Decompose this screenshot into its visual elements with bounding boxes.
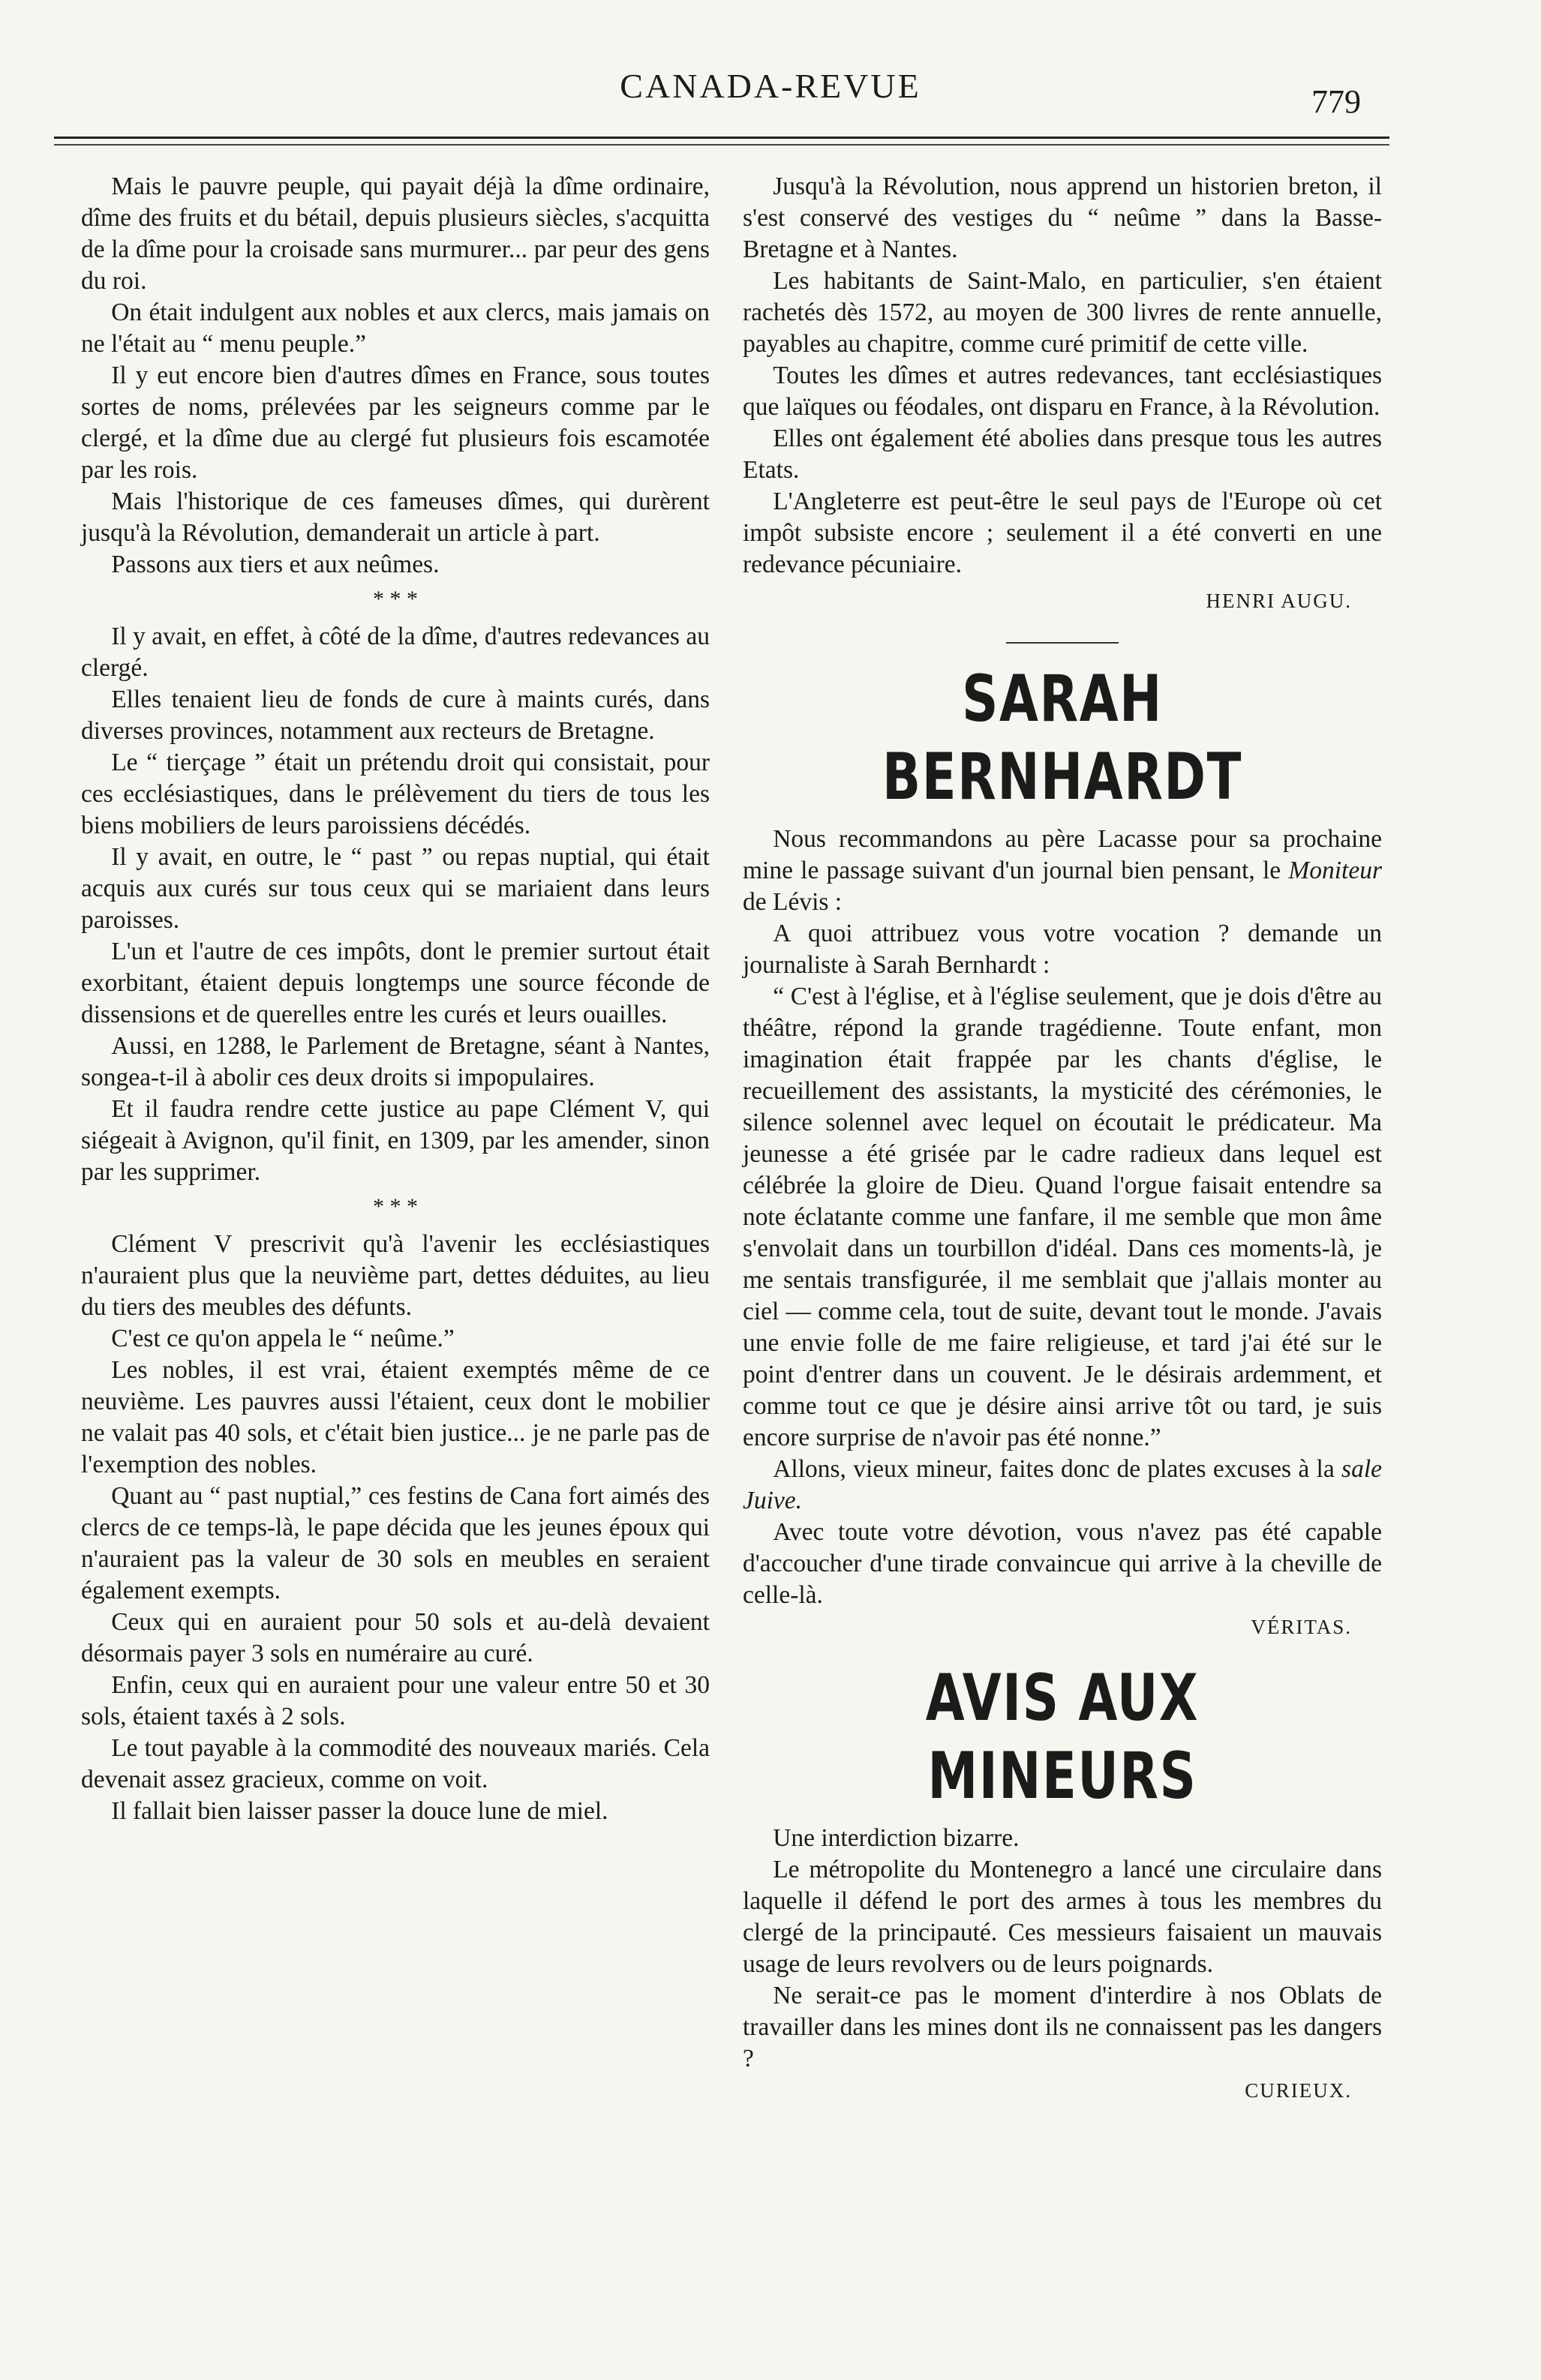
section-divider (1006, 642, 1119, 644)
section-asterism: * * * (373, 587, 418, 611)
paragraph: Mais l'historique de ces fameuses dîmes, qui durèrent jusqu'à la Révolution, demanderait un article à part. (81, 488, 710, 547)
paragraph: A quoi attribuez vous votre vocation ? demande un journaliste à Sarah Bernhardt : (743, 920, 1382, 979)
paragraph: C'est ce qu'on appela le “ neûme.” (111, 1325, 455, 1352)
paragraph: Et il faudra rendre cette justice au pape Clément V, qui siégeait à Avignon, qu'il finit, en 1309, par les amender, sinon par les supprimer. (81, 1095, 710, 1186)
paragraph: Enfin, ceux qui en auraient pour une valeur entre 50 et 30 sols, étaient taxés à 2 sols. (81, 1671, 710, 1730)
paragraph: Mais le pauvre peuple, qui payait déjà la dîme ordinaire, dîme des fruits et du bétail, depuis plusieurs siècles, s'acquitta de la dîme pour la croisade sans murmurer... par peur des gens du roi. (81, 173, 710, 295)
paragraph: Il fallait bien laisser passer la douce lune de miel. (111, 1797, 608, 1825)
italic-phrase: sale Juive. (743, 1455, 1382, 1514)
paragraph: On était indulgent aux nobles et aux clercs, mais jamais on ne l'était au “ menu peuple.” (81, 299, 710, 358)
paragraph: Les nobles, il est vrai, étaient exemptés même de ce neuvième. Les pauvres aussi l'étaient, ceux dont le mobilier ne valait pas 40 sols, et c'était bien justice... je ne parle pas de l'exemption des nobles. (81, 1356, 710, 1478)
author-signature: CURIEUX. (1245, 2079, 1352, 2102)
text-run: de Lévis : (743, 888, 843, 916)
newspaper-title: Moniteur (1288, 857, 1382, 884)
paragraph: Clément V prescrivit qu'à l'avenir les ecclésiastiques n'auraient plus que la neuvième part, dettes déduites, au lieu du tiers des meubles des défunts. (81, 1230, 710, 1321)
paragraph: Il y avait, en outre, le “ past ” ou repas nuptial, qui était acquis aux curés sur tous ceux qui se mariaient dans leurs paroisses. (81, 843, 710, 934)
left-column (81, 171, 710, 1827)
page-number: 779 (1311, 83, 1361, 120)
author-signature: HENRI AUGU. (1206, 590, 1352, 612)
paragraph (743, 1454, 1382, 1517)
paragraph: Les habitants de Saint-Malo, en particulier, s'en étaient rachetés dès 1572, au moyen de 300 livres de rente annuelle, payables au chapitre, comme curé primitif de cette ville. (743, 267, 1382, 358)
quotation: “ C'est à l'église, et à l'église seulement, que je dois d'être au théâtre, répond la grande tragédienne. Toute enfant, mon imagination était frappée par les chants d'église, le recueillement des assistants, la mysticité des cérémonies, le silence solennel avec lequel on écoutait le prédicateur. Ma jeunesse a été grisée par le cadre radieux dans lequel est célébrée la gloire de Dieu. Quand l'orgue faisait entendre sa note éclatante comme une fanfare, il me semble que mon âme s'envolait dans un tourbillon d'idéal. Dans ces moments-là, je me sentais transfigurée, il me semblait que j'allais monter au ciel — comme cela, tout de suite, devant tout le monde. J'avais une envie folle de me faire religieuse, et tard j'ai été sur le point d'entrer dans un couvent. Je le désirais ardemment, et comme tout ce que je désire ainsi arrive tôt ou tard, je suis encore surprise de n'avoir pas été nonne.” (743, 983, 1382, 1451)
paragraph: Il y eut encore bien d'autres dîmes en France, sous toutes sortes de noms, prélevées par les seigneurs comme par le clergé, et la dîme due au clergé fut plusieurs fois escamotée par les rois. (81, 362, 710, 484)
paragraph: L'Angleterre est peut-être le seul pays de l'Europe où cet impôt subsiste encore ; seulement il a été converti en une redevance pécuniaire. (743, 488, 1382, 578)
header-rule-thin (54, 144, 1389, 146)
article-headline: SARAH BERNHARDT (882, 662, 1242, 815)
author-signature: VÉRITAS. (1251, 1616, 1352, 1638)
paragraph: Elles ont également été abolies dans presque tous les autres Etats. (743, 425, 1382, 484)
paragraph: Jusqu'à la Révolution, nous apprend un historien breton, il s'est conservé des vestiges du “ neûme ” dans la Basse-Bretagne et à Nantes. (743, 173, 1382, 263)
paragraph: Le “ tierçage ” était un prétendu droit qui consistait, pour ces ecclésiastiques, dans le prélèvement du tiers de tous les biens mobiliers de leurs paroissiens décédés. (81, 749, 710, 839)
paragraph: Le tout payable à la commodité des nouveaux mariés. Cela devenait assez gracieux, comme on voit. (81, 1734, 710, 1793)
text-run: Nous recommandons au père Lacasse pour sa prochaine mine le passage suivant d'un journal bien pensant, le (743, 825, 1382, 884)
paragraph: Quant au “ past nuptial,” ces festins de Cana fort aimés des clercs de ce temps-là, le pape décida que les jeunes époux qui n'auraient pas la valeur de 30 sols en meubles en seraient également exempts. (81, 1482, 710, 1604)
running-title: CANADA-REVUE (620, 67, 921, 105)
paragraph: Aussi, en 1288, le Parlement de Bretagne, séant à Nantes, songea-t-il à abolir ces deux droits si impopulaires. (81, 1032, 710, 1091)
paragraph: Une interdiction bizarre. (773, 1824, 1020, 1852)
paragraph: Passons aux tiers et aux neûmes. (111, 551, 440, 578)
paragraph: Le métropolite du Montenegro a lancé une circulaire dans laquelle il défend le port des armes à tous les membres du clergé de la principauté. Ces messieurs faisaient un mauvais usage de leurs revolvers ou de leurs poignards. (743, 1856, 1382, 1978)
paragraph: L'un et l'autre de ces impôts, dont le premier surtout était exorbitant, étaient depuis longtemps une source féconde de dissensions et de querelles entre les curés et leurs ouailles. (81, 938, 710, 1028)
paragraph: Avec toute votre dévotion, vous n'avez pas été capable d'accoucher d'une tirade convaincue qui arrive à la cheville de celle-là. (743, 1518, 1382, 1609)
paragraph: Ne serait-ce pas le moment d'interdire à nos Oblats de travailler dans les mines dont ils ne connaissent pas les dangers ? (743, 1982, 1382, 2072)
text-run: Allons, vieux mineur, faites donc de plates excuses à la (773, 1455, 1342, 1483)
header-rule (54, 137, 1389, 139)
paragraph: Ceux qui en auraient pour 50 sols et au-delà devaient désormais payer 3 sols en numéraire au curé. (81, 1608, 710, 1667)
paragraph (743, 824, 1382, 918)
right-column (743, 171, 1382, 2106)
paragraph: Il y avait, en effet, à côté de la dîme, d'autres redevances au clergé. (81, 623, 710, 682)
section-asterism: * * * (373, 1194, 418, 1219)
article-headline: AVIS AUX MINEURS (925, 1661, 1200, 1814)
paragraph: Toutes les dîmes et autres redevances, tant ecclésiastiques que laïques ou féodales, ont disparu en France, à la Révolution. (743, 362, 1382, 421)
paragraph: Elles tenaient lieu de fonds de cure à maints curés, dans diverses provinces, notamment aux recteurs de Bretagne. (81, 686, 710, 745)
